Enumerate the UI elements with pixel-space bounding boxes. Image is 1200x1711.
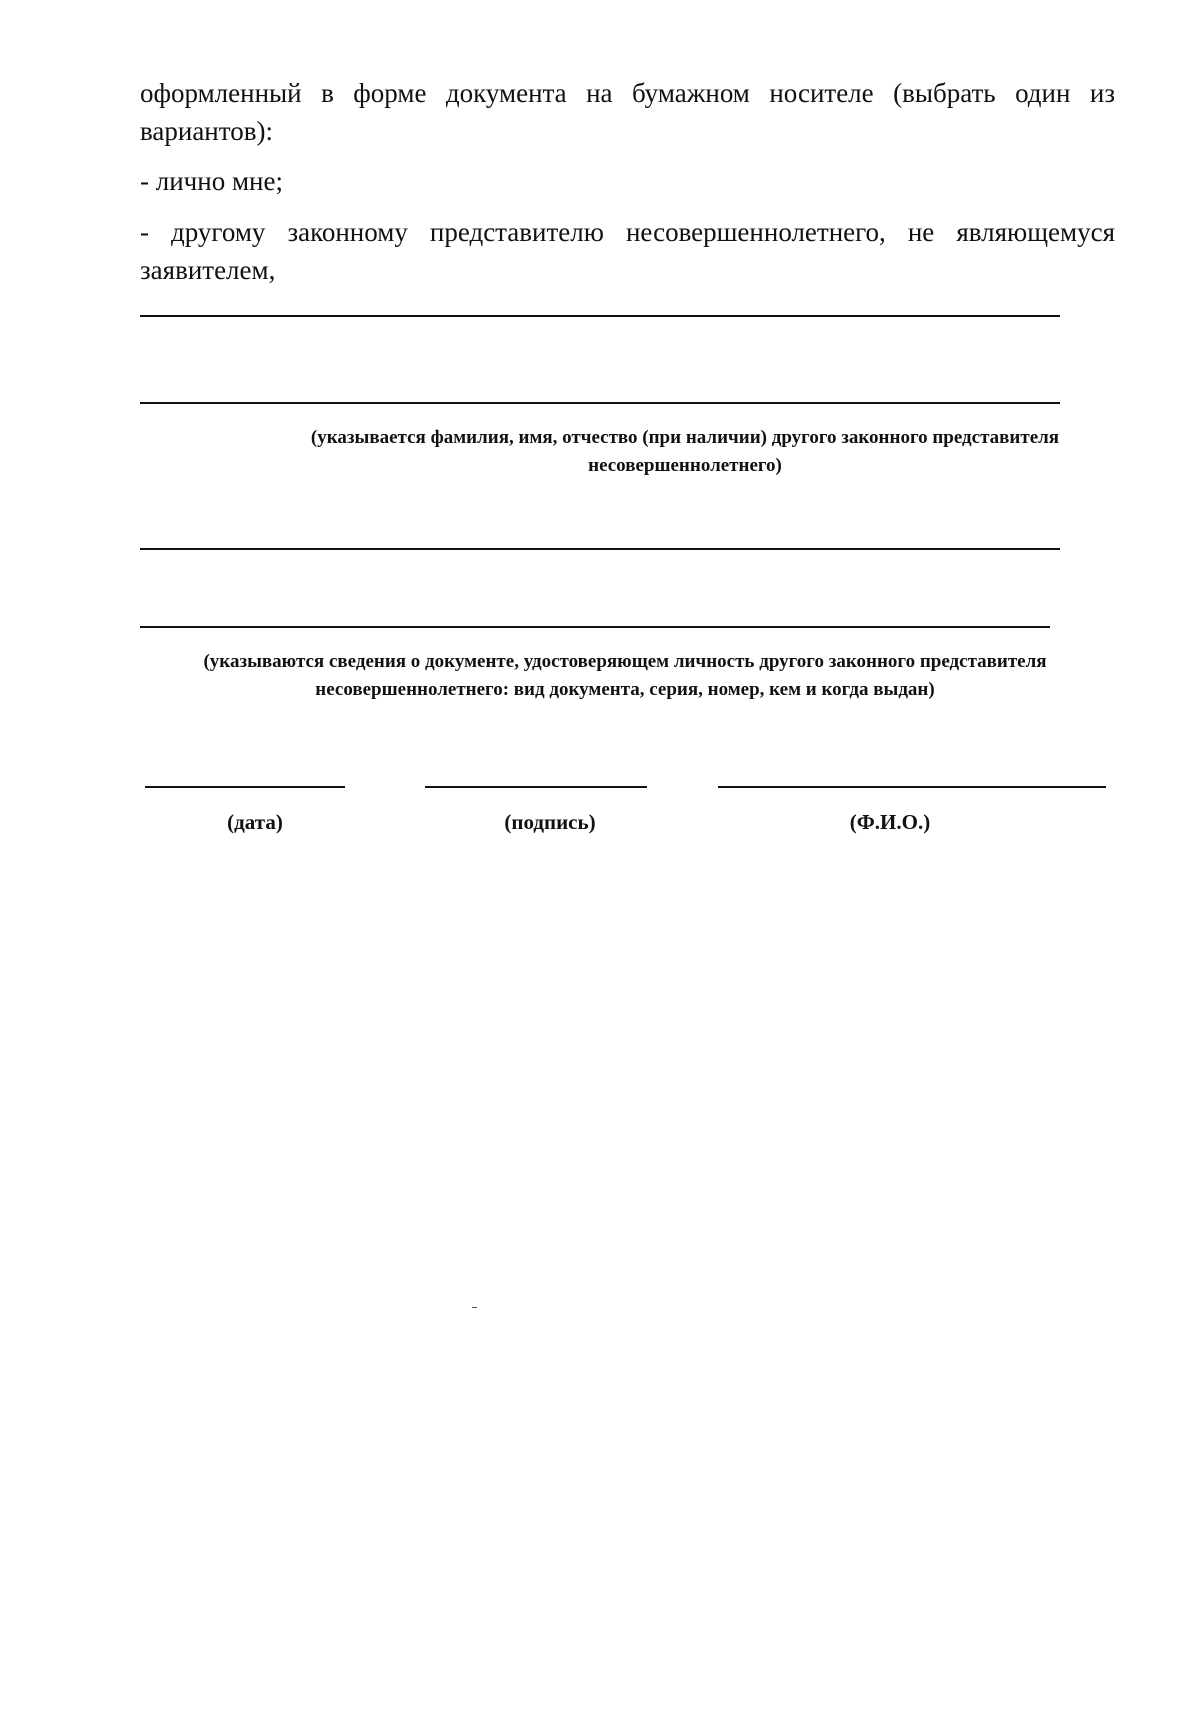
- fill-line-name-2[interactable]: [140, 402, 1060, 404]
- caption-identity-document: (указываются сведения о документе, удостоверяющем личность другого законного представителя несовершеннолетнего: вид документа, серия, номер, кем и когда выдан): [203, 651, 1047, 700]
- fill-line-signature[interactable]: [425, 786, 647, 788]
- fill-line-document-1[interactable]: [140, 548, 1060, 550]
- fill-line-full-name[interactable]: [718, 786, 1106, 788]
- fill-line-document-2[interactable]: [140, 626, 1050, 628]
- label-signature: (подпись): [504, 810, 596, 834]
- label-full-name: (Ф.И.О.): [849, 810, 931, 834]
- option-personally: - лично мне;: [140, 166, 283, 196]
- fill-line-date[interactable]: [145, 786, 345, 788]
- paragraph-delivery-form: оформленный в форме документа на бумажном носителе (выбрать один из вариантов):: [140, 78, 1115, 146]
- caption-representative-name: (указывается фамилия, имя, отчество (при наличии) другого законного представителя несовершеннолетнего): [310, 427, 1060, 476]
- scan-speck: [472, 1307, 477, 1308]
- label-date: (дата): [227, 810, 283, 834]
- fill-line-name-1[interactable]: [140, 315, 1060, 317]
- option-other-representative: - другому законному представителю несовершеннолетнего, не являющемуся заявителем,: [140, 217, 1115, 285]
